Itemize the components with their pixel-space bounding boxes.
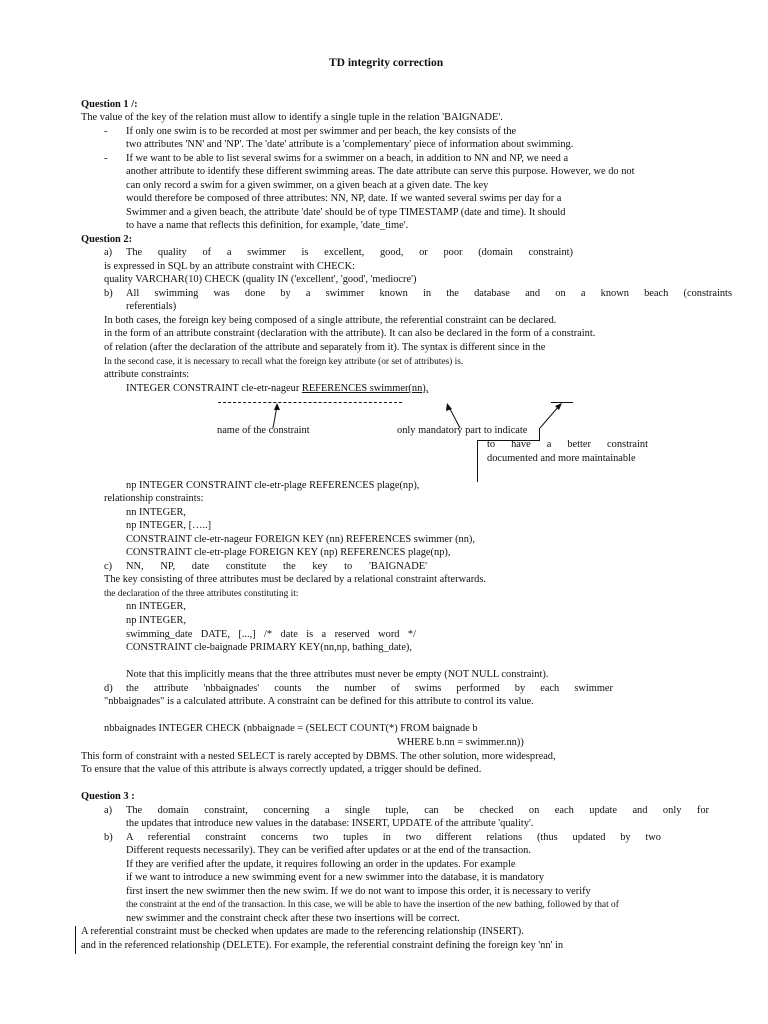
q1-bullet-2-line-2: another attribute to identify these different swimming areas. The date attribute can serve this purpose. However, we do not [126, 166, 635, 177]
q2-b-line-1: All swimming was done by a swimmer known in the database and on a known beach (constraints [126, 288, 732, 299]
annotation-box-left-edge [477, 440, 478, 482]
question-3-heading: Question 3 : [81, 791, 135, 802]
q3-b-marker: b) [104, 832, 113, 843]
q1-bullet-2-line-5: Swimmer and a given beach, the attribute 'date' should be of type TIMESTAMP (date and time). It should [126, 207, 566, 218]
q2-check-code-2: WHERE b.nn = swimmer.nn)) [397, 737, 524, 748]
q2-code-line-2: np INTEGER CONSTRAINT cle-etr-plage REFERENCES plage(np), [126, 480, 420, 491]
q2-key-code-3: swimming_date DATE, [...,] /* date is a reserved word */ [126, 629, 416, 640]
q3-b-line-4: if we want to introduce a new swimming event for a new swimmer into the database, it is mandatory [126, 872, 545, 883]
question-1-heading: Question 1 /: [81, 99, 138, 110]
q2-attribute-constraints-label: attribute constraints: [104, 369, 190, 380]
q2-rel-code-3: CONSTRAINT cle-etr-nageur FOREIGN KEY (nn) REFERENCES swimmer (nn), [126, 534, 475, 545]
q2-rel-code-4: CONSTRAINT cle-etr-plage FOREIGN KEY (np) REFERENCES plage(np), [126, 547, 451, 558]
q3-extra-line-1: A referential constraint must be checked when updates are made to the referencing relationship (INSERT). [81, 926, 524, 937]
code-prefix: INTEGER CONSTRAINT cle-etr-nageur [126, 383, 302, 394]
q3-b-line-7: new swimmer and the constraint check after these two insertions will be correct. [126, 913, 460, 924]
q1-bullet-1-line-2: two attributes 'NN' and 'NP'. The 'date' attribute is a 'complementary' piece of information about swimming. [126, 139, 574, 150]
q3-b-line-6: the constraint at the end of the transaction. In this case, we will be able to have the insertion of the new bathing, followed by that of [126, 900, 619, 910]
q1-bullet-1-marker: - [104, 126, 108, 137]
change-bar [75, 926, 76, 954]
q2-d-marker: d) [104, 683, 113, 694]
q2-a-line-1: The quality of a swimmer is excellent, good, or poor (domain constraint) [126, 247, 573, 258]
q2-d-line-2: "nbbaignades" is a calculated attribute. A constraint can be defined for this attribute to control its value. [104, 696, 534, 707]
q2-a-line-3: quality VARCHAR(10) CHECK (quality IN ('excellent', 'good', 'mediocre') [104, 274, 417, 285]
q2-c-line-1: NN, NP, date constitute the key to 'BAIGNADE' [126, 561, 427, 572]
q2-paragraph-line-1: In both cases, the foreign key being composed of a single attribute, the referential constraint can be declared. [104, 315, 557, 326]
q2-paragraph-line-4: In the second case, it is necessary to recall what the foreign key attribute (or set of attributes) is. [104, 357, 464, 367]
q3-a-line-1: The domain constraint, concerning a single tuple, can be checked on each update and only for [126, 805, 709, 816]
q2-c-line-2: The key consisting of three attributes must be declared by a relational constraint afterwards. [104, 574, 487, 585]
q1-bullet-2-line-4: would therefore be composed of three attributes: NN, NP, date. If we wanted several swims per day for a [126, 193, 562, 204]
q2-check-code-1: nbbaignades INTEGER CHECK (nbbaignade = (SELECT COUNT(*) FROM baignade b [104, 723, 478, 734]
q2-rel-code-2: np INTEGER, […..] [126, 520, 212, 531]
arrowhead-references-left [446, 403, 452, 411]
q3-b-line-3: If they are verified after the update, it requires following an order in the updates. For example [126, 859, 516, 870]
q3-b-line-2: Different requests necessarily). They can be verified after updates or at the end of the transaction. [126, 845, 531, 856]
q2-note: Note that this implicitly means that the three attributes must never be empty (NOT NULL constraint). [126, 669, 549, 680]
q1-bullet-1-line-1: If only one swim is to be recorded at most per swimmer and per beach, the key consists of the [126, 126, 517, 137]
q2-paragraph-line-3: of relation (after the declaration of the attribute and separately from it). The syntax is different since in the [104, 342, 546, 353]
q2-c-marker: c) [104, 561, 113, 572]
q3-a-line-2: the updates that introduce new values in the database: INSERT, UPDATE of the attribute 'quality'. [126, 818, 534, 829]
q2-a-marker: a) [104, 247, 113, 258]
q2-b-marker: b) [104, 288, 113, 299]
q2-rel-code-1: nn INTEGER, [126, 507, 187, 518]
q1-bullet-2-line-6: to have a name that reflects this definition, for example, 'date_time'. [126, 220, 409, 231]
q2-form-line-2: To ensure that the value of this attribute is always correctly updated, a trigger should be defined. [81, 764, 482, 775]
q2-a-line-2: is expressed in SQL by an attribute constraint with CHECK: [104, 261, 355, 272]
annotation-mandatory-part: only mandatory part to indicate [397, 425, 528, 436]
question-2-heading: Question 2: [81, 234, 133, 245]
q2-d-line-1: the attribute 'nbbaignades' counts the number of swims performed by each swimmer [126, 683, 613, 694]
q3-a-marker: a) [104, 805, 113, 816]
arrow-to-references-right [540, 406, 559, 428]
q2-b-line-2: referentials) [126, 301, 177, 312]
q2-c-line-3: the declaration of the three attributes constituting it: [104, 589, 299, 599]
q2-relationship-constraints-label: relationship constraints: [104, 493, 204, 504]
document-title: TD integrity correction [329, 57, 444, 69]
annotation-better-constraint-line-1: to have a better constraint [487, 439, 648, 450]
q2-key-code-4: CONSTRAINT cle-baignade PRIMARY KEY(nn,np, bathing_date), [126, 642, 412, 653]
q1-bullet-2-line-3: can only record a swim for a given swimmer, on a given beach at a given date. The key [126, 180, 489, 191]
annotation-better-constraint-line-2: documented and more maintainable [487, 453, 636, 464]
code-references-clause: REFERENCES swimmer(nn), [301, 383, 429, 394]
q2-key-code-2: np INTEGER, [126, 615, 187, 626]
q3-b-line-5: first insert the new swimmer then the new swim. If we do not want to impose this order, it is necessary to verify [126, 886, 591, 897]
q2-key-code-1: nn INTEGER, [126, 601, 187, 612]
q2-form-line-1: This form of constraint with a nested SELECT is rarely accepted by DBMS. The other solution, more widespread, [81, 751, 556, 762]
arrowhead-constraint-name [274, 403, 280, 410]
q1-bullet-2-marker: - [104, 153, 108, 164]
q2-paragraph-line-2: in the form of an attribute constraint (declaration with the attribute). It can also be declared in the form of a constraint. [104, 328, 596, 339]
q1-bullet-2-line-1: If we want to be able to list several swims for a swimmer on a beach, in addition to NN and NP, we need a [126, 153, 569, 164]
q3-extra-line-2: and in the referenced relationship (DELETE). For example, the referential constraint defining the foreign key 'nn' in [81, 940, 564, 951]
annotation-constraint-name: name of the constraint [217, 425, 310, 436]
q3-b-line-1: A referential constraint concerns two tuples in two different relations (thus updated by two [126, 832, 661, 843]
q1-intro: The value of the key of the relation must allow to identify a single tuple in the relation 'BAIGNADE'. [81, 112, 503, 123]
